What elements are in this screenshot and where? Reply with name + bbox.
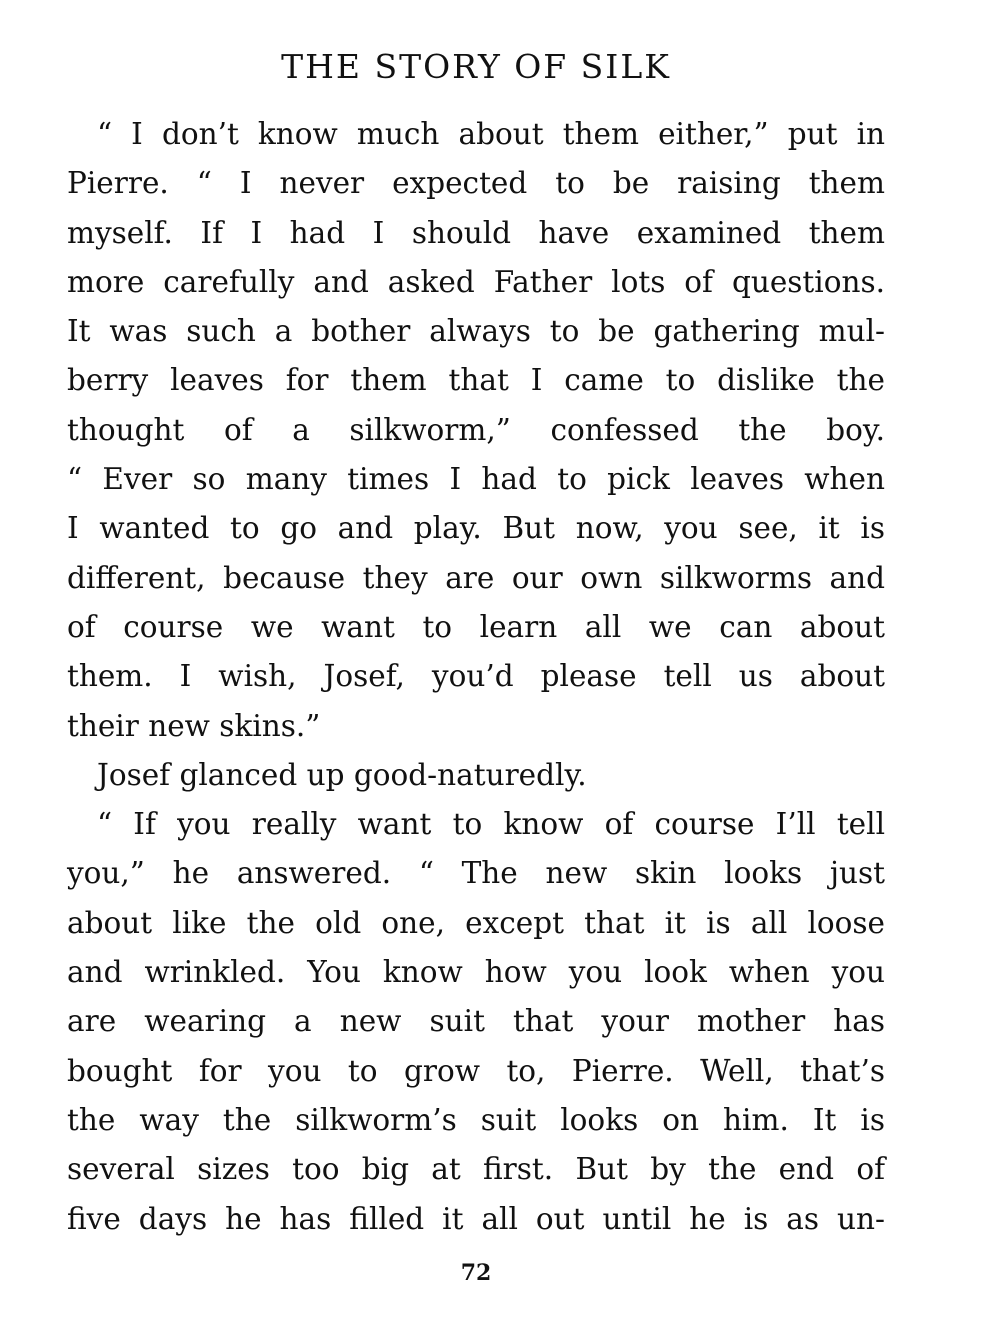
text-line: several sizes too big at first. But by the end of [67,1152,885,1187]
text-line: berry leaves for them that I came to dislike the [67,363,885,398]
text-line: are wearing a new suit that your mother has [67,1004,885,1039]
text-line: It was such a bother always to be gathering mul- [67,314,885,349]
text-line: the way the silkworm’s suit looks on him. It is [67,1102,885,1137]
text-line: of course we want to learn all we can about [67,609,885,644]
text-line: I wanted to go and play. But now, you see, it is [67,511,885,546]
text-line: them. I wish, Josef, you’d please tell us about [67,659,885,694]
text-line: and wrinkled. You know how you look when you [67,955,885,990]
text-line: bought for you to grow to, Pierre. Well, that’s [67,1053,885,1088]
text-line: their new skins.” [67,708,321,743]
text-line: about like the old one, except that it is all loose [67,905,885,940]
text-line: more carefully and asked Father lots of questions. [67,264,885,299]
text-line: “ I don’t know much about them either,” put in [97,117,885,151]
running-head: THE STORY OF SILK [281,47,671,86]
text-line: “ If you really want to know of course I’ll tell [97,807,885,842]
text-line: different, because they are our own silkworms and [67,560,885,595]
book-page [67,0,885,1319]
text-line: you,” he answered. “ The new skin looks just [67,856,885,891]
text-line: thought of a silkworm,” confessed the boy. [67,412,885,447]
text-line: five days he has filled it all out until he is as un- [67,1201,885,1236]
text-line: myself. If I had I should have examined them [67,215,885,250]
text-line: “ Ever so many times I had to pick leaves when [67,462,885,497]
page-number: 72 [460,1260,492,1286]
text-line: Josef glanced up good-naturedly. [97,757,587,792]
body-text [67,110,885,1244]
text-line: Pierre. “ I never expected to be raising them [67,166,885,201]
